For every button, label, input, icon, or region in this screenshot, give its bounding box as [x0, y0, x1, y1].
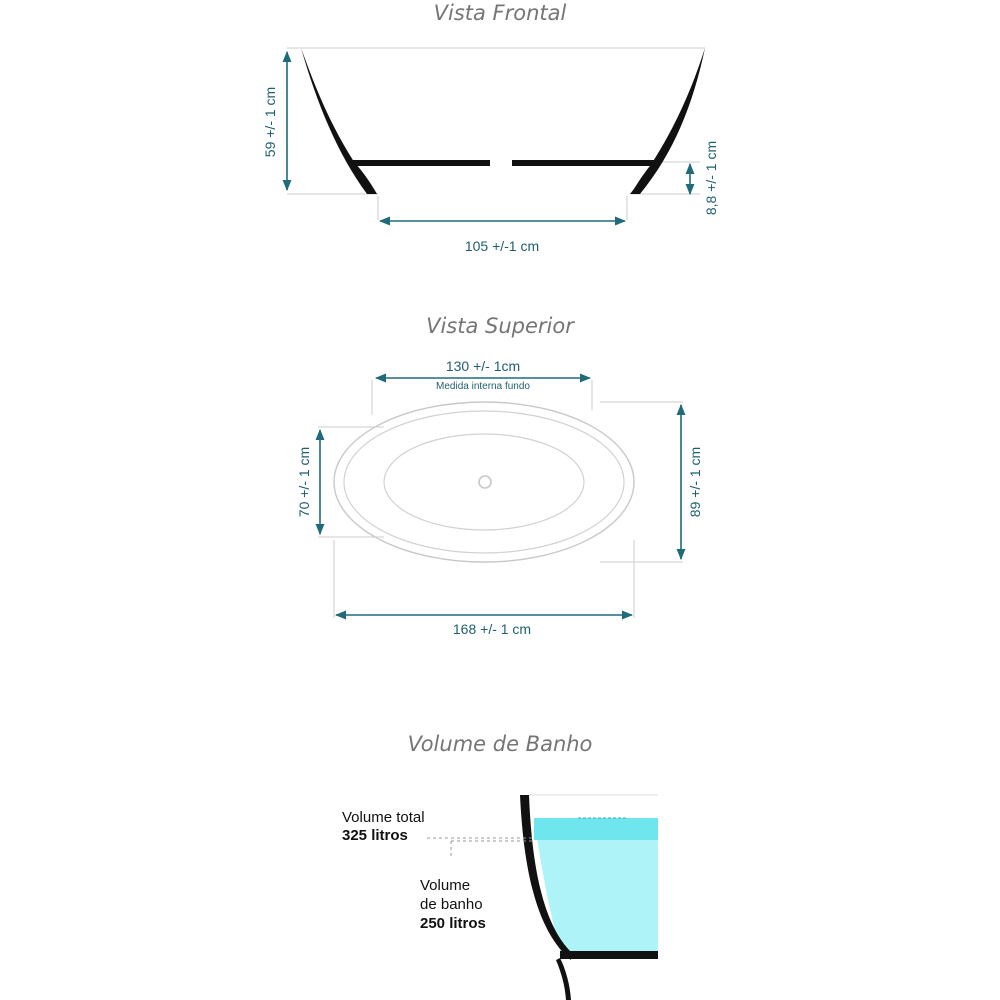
- front-view-title: Vista Frontal: [433, 1, 567, 25]
- top-view: [296, 314, 703, 637]
- top-outer-rim: [334, 402, 634, 562]
- front-height-label: 59 +/- 1 cm: [262, 86, 278, 158]
- bath-volume-label-line1: Volume: [420, 877, 471, 894]
- front-base-height-label: 8,8 +/- 1 cm: [703, 140, 719, 216]
- top-inner-width-label: 130 +/- 1cm: [445, 358, 521, 374]
- top-outer-height-label: 89 +/- 1 cm: [687, 446, 703, 518]
- top-inner-height-label: 70 +/- 1 cm: [296, 446, 312, 518]
- total-volume-value: 325 litros: [342, 827, 408, 844]
- top-floor-oval: [384, 434, 584, 530]
- front-right-wall: [630, 48, 705, 194]
- volume-title: Volume de Banho: [407, 732, 593, 756]
- front-floor-right: [512, 160, 655, 166]
- total-volume-label: Volume total: [342, 809, 425, 826]
- bath-volume-label-line2: de banho: [420, 896, 483, 913]
- volume-tub-base: [556, 958, 571, 1000]
- top-inner-width-note: Medida interna fundo: [436, 381, 530, 392]
- total-water-band: [534, 818, 658, 840]
- top-view-title: Vista Superior: [426, 314, 574, 338]
- volume-section: [342, 732, 658, 1000]
- front-floor-left: [352, 160, 490, 166]
- top-outer-width-label: 168 +/- 1 cm: [452, 621, 532, 637]
- front-base-width-label: 105 +/-1 cm: [464, 238, 540, 254]
- top-inner-rim: [344, 411, 624, 553]
- volume-tub-floor: [560, 951, 658, 959]
- bath-volume-value: 250 litros: [420, 915, 486, 932]
- front-view: [262, 1, 719, 254]
- drain-icon: [479, 476, 491, 488]
- front-left-wall: [301, 48, 377, 194]
